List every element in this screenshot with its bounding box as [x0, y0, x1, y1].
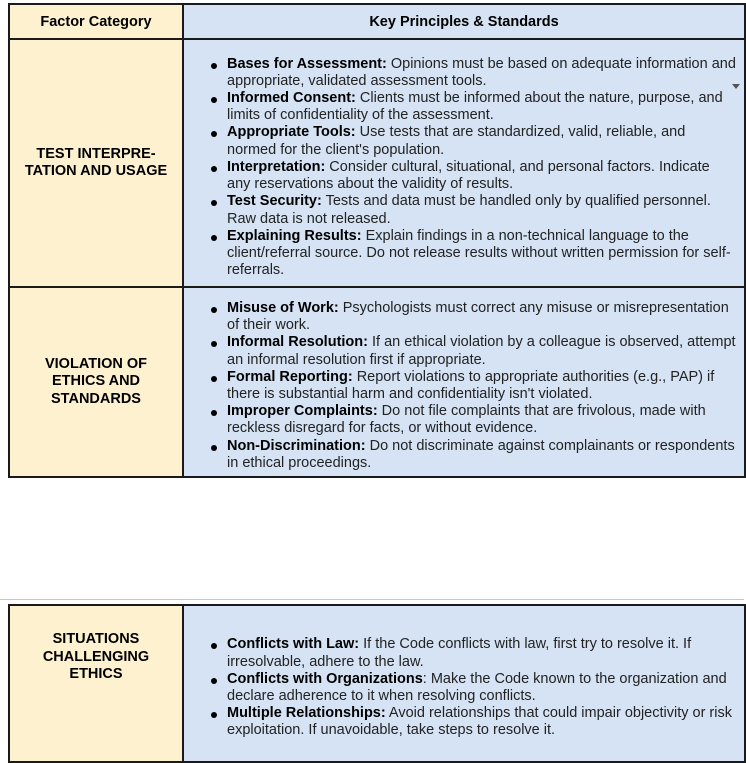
category-cell	[9, 605, 183, 762]
item-title: Formal Reporting:	[227, 368, 353, 385]
item-text: Tests and data must be handled only by qualified personnel. Raw data is not released.	[227, 193, 711, 227]
category-label-line: ETHICS	[69, 666, 123, 682]
header-row	[9, 4, 745, 39]
item-title: Explaining Results:	[227, 227, 362, 244]
item-text: If the Code conflicts with law, first try to resolve it. If irresolvable, adhere to the law.	[227, 636, 692, 670]
item-text: If an ethical violation by a colleague is observed, attempt an informal resolution first if appropriate.	[227, 334, 736, 368]
list-item	[184, 636, 736, 670]
list-item	[184, 228, 736, 280]
item-title: Bases for Assessment:	[227, 55, 387, 72]
list-item	[184, 705, 736, 739]
item-title: Interpretation:	[227, 158, 326, 175]
item-title: Test Security:	[227, 193, 322, 210]
category-cell	[9, 287, 183, 477]
ethics-table-continued	[8, 604, 746, 763]
item-title: Improper Complaints:	[227, 403, 378, 420]
item-title: Conflicts with Law:	[227, 636, 360, 653]
table-row	[9, 605, 745, 762]
item-text: Opinions must be based on adequate information and appropriate, validated assessment tools.	[227, 55, 736, 89]
item-text: Do not file complaints that are frivolous, made with reckless disregard for facts, or without evidence.	[227, 403, 706, 437]
table-row	[9, 39, 745, 287]
principles-list	[184, 47, 744, 280]
category-cell	[9, 39, 183, 287]
principles-list	[184, 627, 744, 739]
item-title: Misuse of Work:	[227, 299, 339, 316]
category-label-line: TEST INTERPRE-	[36, 145, 156, 162]
key-principles-header: Key Principles & Standards	[183, 4, 745, 39]
list-item	[184, 300, 736, 334]
principles-cell	[183, 287, 745, 477]
category-label-line: VIOLATION OF	[44, 355, 148, 372]
list-item	[184, 403, 736, 437]
item-title: Appropriate Tools:	[227, 124, 356, 141]
item-text: Explain findings in a non-technical language to the client/referral source. Do not release results without written permission for self-referrals.	[227, 227, 731, 279]
item-title: Informal Resolution:	[227, 334, 368, 351]
item-text: Report violations to appropriate authorities (e.g., PAP) if there is substantial harm and confidentiality isn't violated.	[227, 368, 715, 402]
page-break-divider	[0, 599, 744, 600]
list-item	[184, 124, 736, 158]
list-item	[184, 159, 736, 193]
list-item	[184, 369, 736, 403]
item-text: : Make the Code known to the organization and declare adherence to it when resolving conflicts.	[227, 670, 727, 704]
item-text: Do not discriminate against complainants or respondents in ethical proceedings.	[227, 437, 735, 471]
principles-cell	[183, 39, 745, 287]
category-label-line: STANDARDS	[51, 390, 141, 407]
principles-list	[184, 292, 744, 472]
item-title: Non-Discrimination:	[227, 437, 366, 454]
list-item	[184, 671, 736, 705]
factor-category-header: Factor Category	[9, 4, 183, 39]
item-text: Psychologists must correct any misuse or misrepresentation of their work.	[227, 299, 729, 334]
item-title: Informed Consent:	[227, 90, 356, 107]
category-label-line: SITUATIONS	[52, 631, 140, 647]
item-title: Conflicts with Organizations	[227, 670, 423, 687]
table-row	[9, 287, 745, 477]
list-item	[184, 193, 736, 227]
item-text: Avoid relationships that could impair objectivity or risk exploitation. If unavoidable, take steps to resolve it.	[227, 705, 732, 739]
ethics-table	[8, 3, 746, 478]
item-title: Multiple Relationships:	[227, 705, 386, 722]
principles-cell	[183, 605, 745, 762]
item-text: Use tests that are standardized, valid, reliable, and normed for the client's population.	[227, 124, 686, 158]
list-item	[184, 334, 736, 368]
list-item	[184, 90, 736, 124]
item-text: Consider cultural, situational, and personal factors. Indicate any reservations about the validity of results.	[227, 158, 710, 193]
list-item	[184, 438, 736, 472]
category-label-line: ETHICS AND	[51, 373, 141, 390]
category-label-line: CHALLENGING	[42, 648, 150, 665]
list-item	[184, 56, 736, 90]
item-text: Clients must be informed about the nature, purpose, and limits of confidentiality of the assessment.	[227, 90, 723, 124]
category-label-line: TATION AND USAGE	[24, 163, 168, 179]
